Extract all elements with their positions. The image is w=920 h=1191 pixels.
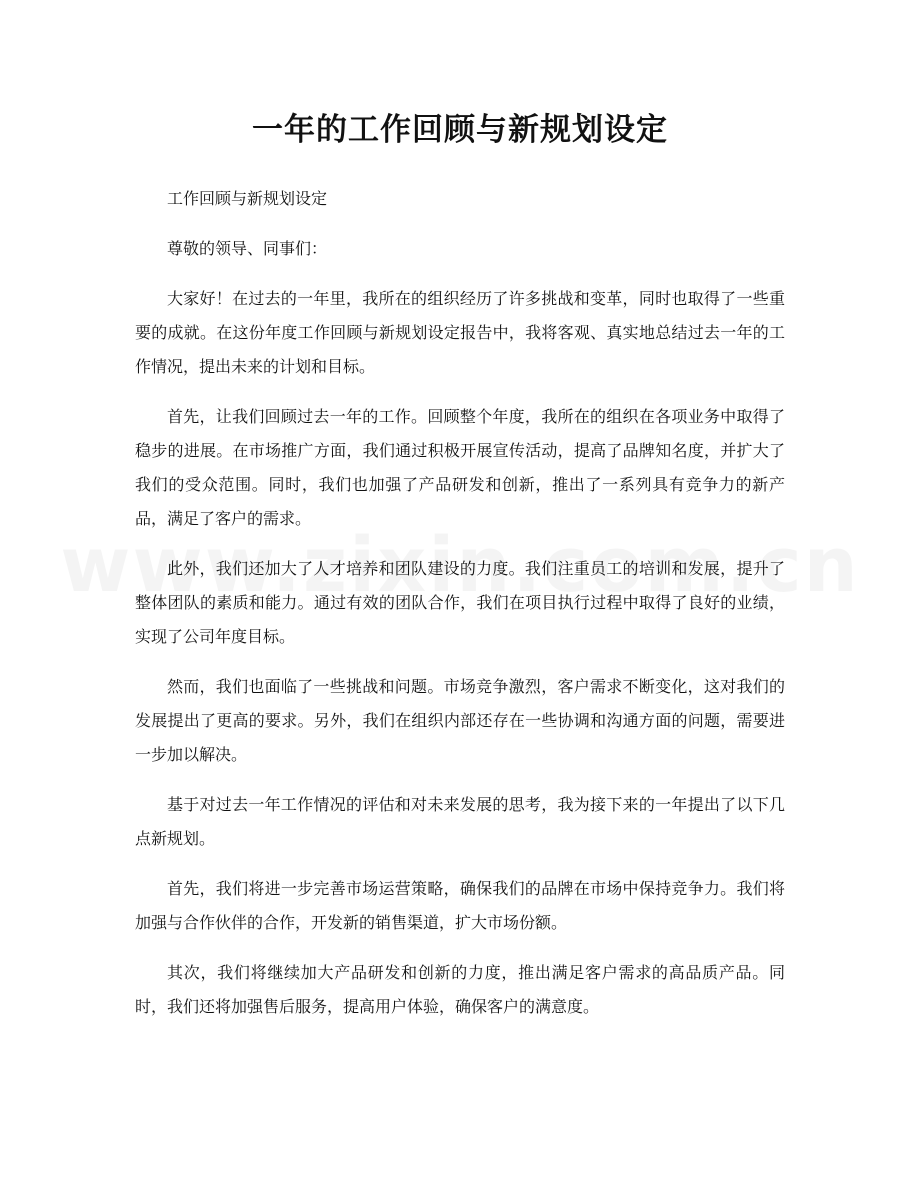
paragraph: 基于对过去一年工作情况的评估和对未来发展的思考，我为接下来的一年提出了以下几点新规划。: [135, 795, 785, 848]
paragraph: 此外，我们还加大了人才培养和团队建设的力度。我们注重员工的培训和发展，提升了整体团队的素质和能力。通过有效的团队合作，我们在项目执行过程中取得了良好的业绩，实现了公司年度目标。: [135, 559, 785, 646]
document-body: [135, 182, 785, 1040]
paragraph: 大家好！在过去的一年里，我所在的组织经历了许多挑战和变革，同时也取得了一些重要的成就。在这份年度工作回顾与新规划设定报告中，我将客观、真实地总结过去一年的工作情况，提出未来的计划和目标。: [135, 289, 785, 376]
document-title: 一年的工作回顾与新规划设定: [252, 112, 668, 148]
paragraph-salutation: 尊敬的领导、同事们：: [167, 239, 328, 258]
paragraph: 其次，我们将继续加大产品研发和创新的力度，推出满足客户需求的高品质产品。同时，我们还将加强售后服务，提高用户体验，确保客户的满意度。: [135, 963, 785, 1016]
paragraph: 首先，让我们回顾过去一年的工作。回顾整个年度，我所在的组织在各项业务中取得了稳步的进展。在市场推广方面，我们通过积极开展宣传活动，提高了品牌知名度，并扩大了我们的受众范围。同时，我们也加强了产品研发和创新，推出了一系列具有竞争力的新产品，满足了客户的需求。: [135, 407, 785, 528]
paragraph: 然而，我们也面临了一些挑战和问题。市场竞争激烈，客户需求不断变化，这对我们的发展提出了更高的要求。另外，我们在组织内部还存在一些协调和沟通方面的问题，需要进一步加以解决。: [135, 677, 785, 764]
paragraph: 首先，我们将进一步完善市场运营策略，确保我们的品牌在市场中保持竞争力。我们将加强与合作伙伴的合作，开发新的销售渠道，扩大市场份额。: [135, 879, 785, 932]
paragraph-subtitle: 工作回顾与新规划设定: [167, 189, 328, 208]
